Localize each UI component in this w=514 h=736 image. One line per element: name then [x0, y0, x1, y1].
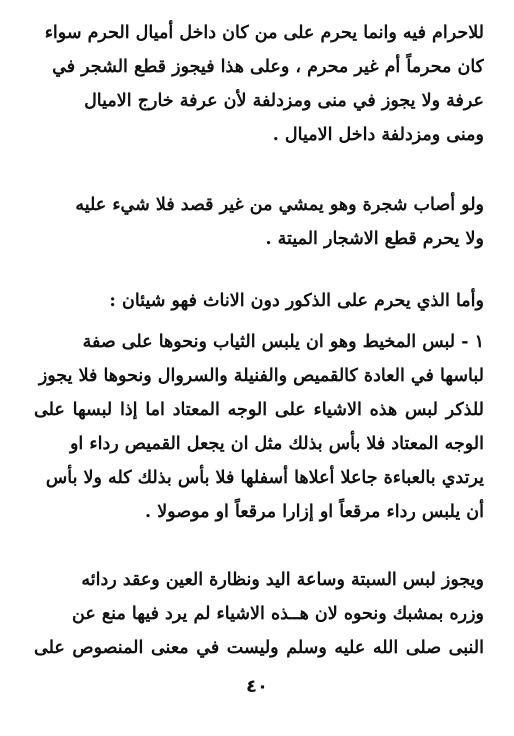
page-number: ٤٠: [246, 676, 268, 697]
text-line: وزره بمشبك ونحوه لان هــذه الاشياء لم يرد فيها منع عن: [72, 604, 484, 624]
text-line: عرفة ولا يجوز في منى ومزدلفة لأن عرفة خارج الاميال: [84, 91, 484, 111]
text-line: ١ - لبس المخيط وهو ان يلبس الثياب ونحوها على صفة: [82, 332, 484, 352]
text-line: الوجه المعتاد فلا بأس بذلك مثل ان يجعل القميص رداء او: [69, 434, 484, 454]
paragraph-accidental-damage: [34, 188, 484, 256]
text-line: ولا يحرم قطع الاشجار الميتة .: [265, 229, 484, 249]
text-line: وأما الذي يحرم على الذكور دون الاناث فهو شيئان :: [109, 291, 484, 311]
text-line: النبى صلى الله عليه وسلم وليست في معنى المنصوص على: [34, 638, 484, 658]
paragraph-haram-boundaries: [34, 16, 484, 152]
text-line: كان محرماً أم غير محرم ، وعلى هذا فيجوز قطع الشجر في: [52, 57, 484, 77]
text-line: ومنى ومزدلفة داخل الاميال .: [272, 125, 484, 145]
text-line: لباسها في العادة كالقميص والفنيلة والسروال ونحوها فلا يجوز: [38, 366, 484, 386]
text-line: للاحرام فيه وانما يحرم على من كان داخل أميال الحرم سواء: [44, 23, 484, 43]
paragraph-permitted-items: [34, 563, 484, 665]
text-line: ولو أصاب شجرة وهو يمشي من غير قصد فلا شيء عليه: [75, 195, 484, 215]
text-line: أن يلبس رداء مرقعاً او إزارا مرقعاً او موصولا .: [145, 502, 484, 522]
paragraph-sewn-clothing: [34, 325, 484, 529]
text-line: ويجوز لبس السبتة وساعة اليد ونظارة العين وعقد ردائه: [81, 570, 484, 590]
paragraph-male-prohibitions: [34, 284, 484, 318]
text-line: يرتدي بالعباءة جاعلا أعلاها أسفلها فلا بأس بذلك كله ولا بأس: [45, 468, 484, 488]
text-line: للذكر لبس هذه الاشياء على الوجه المعتاد اما إذا لبسها على: [34, 400, 484, 420]
